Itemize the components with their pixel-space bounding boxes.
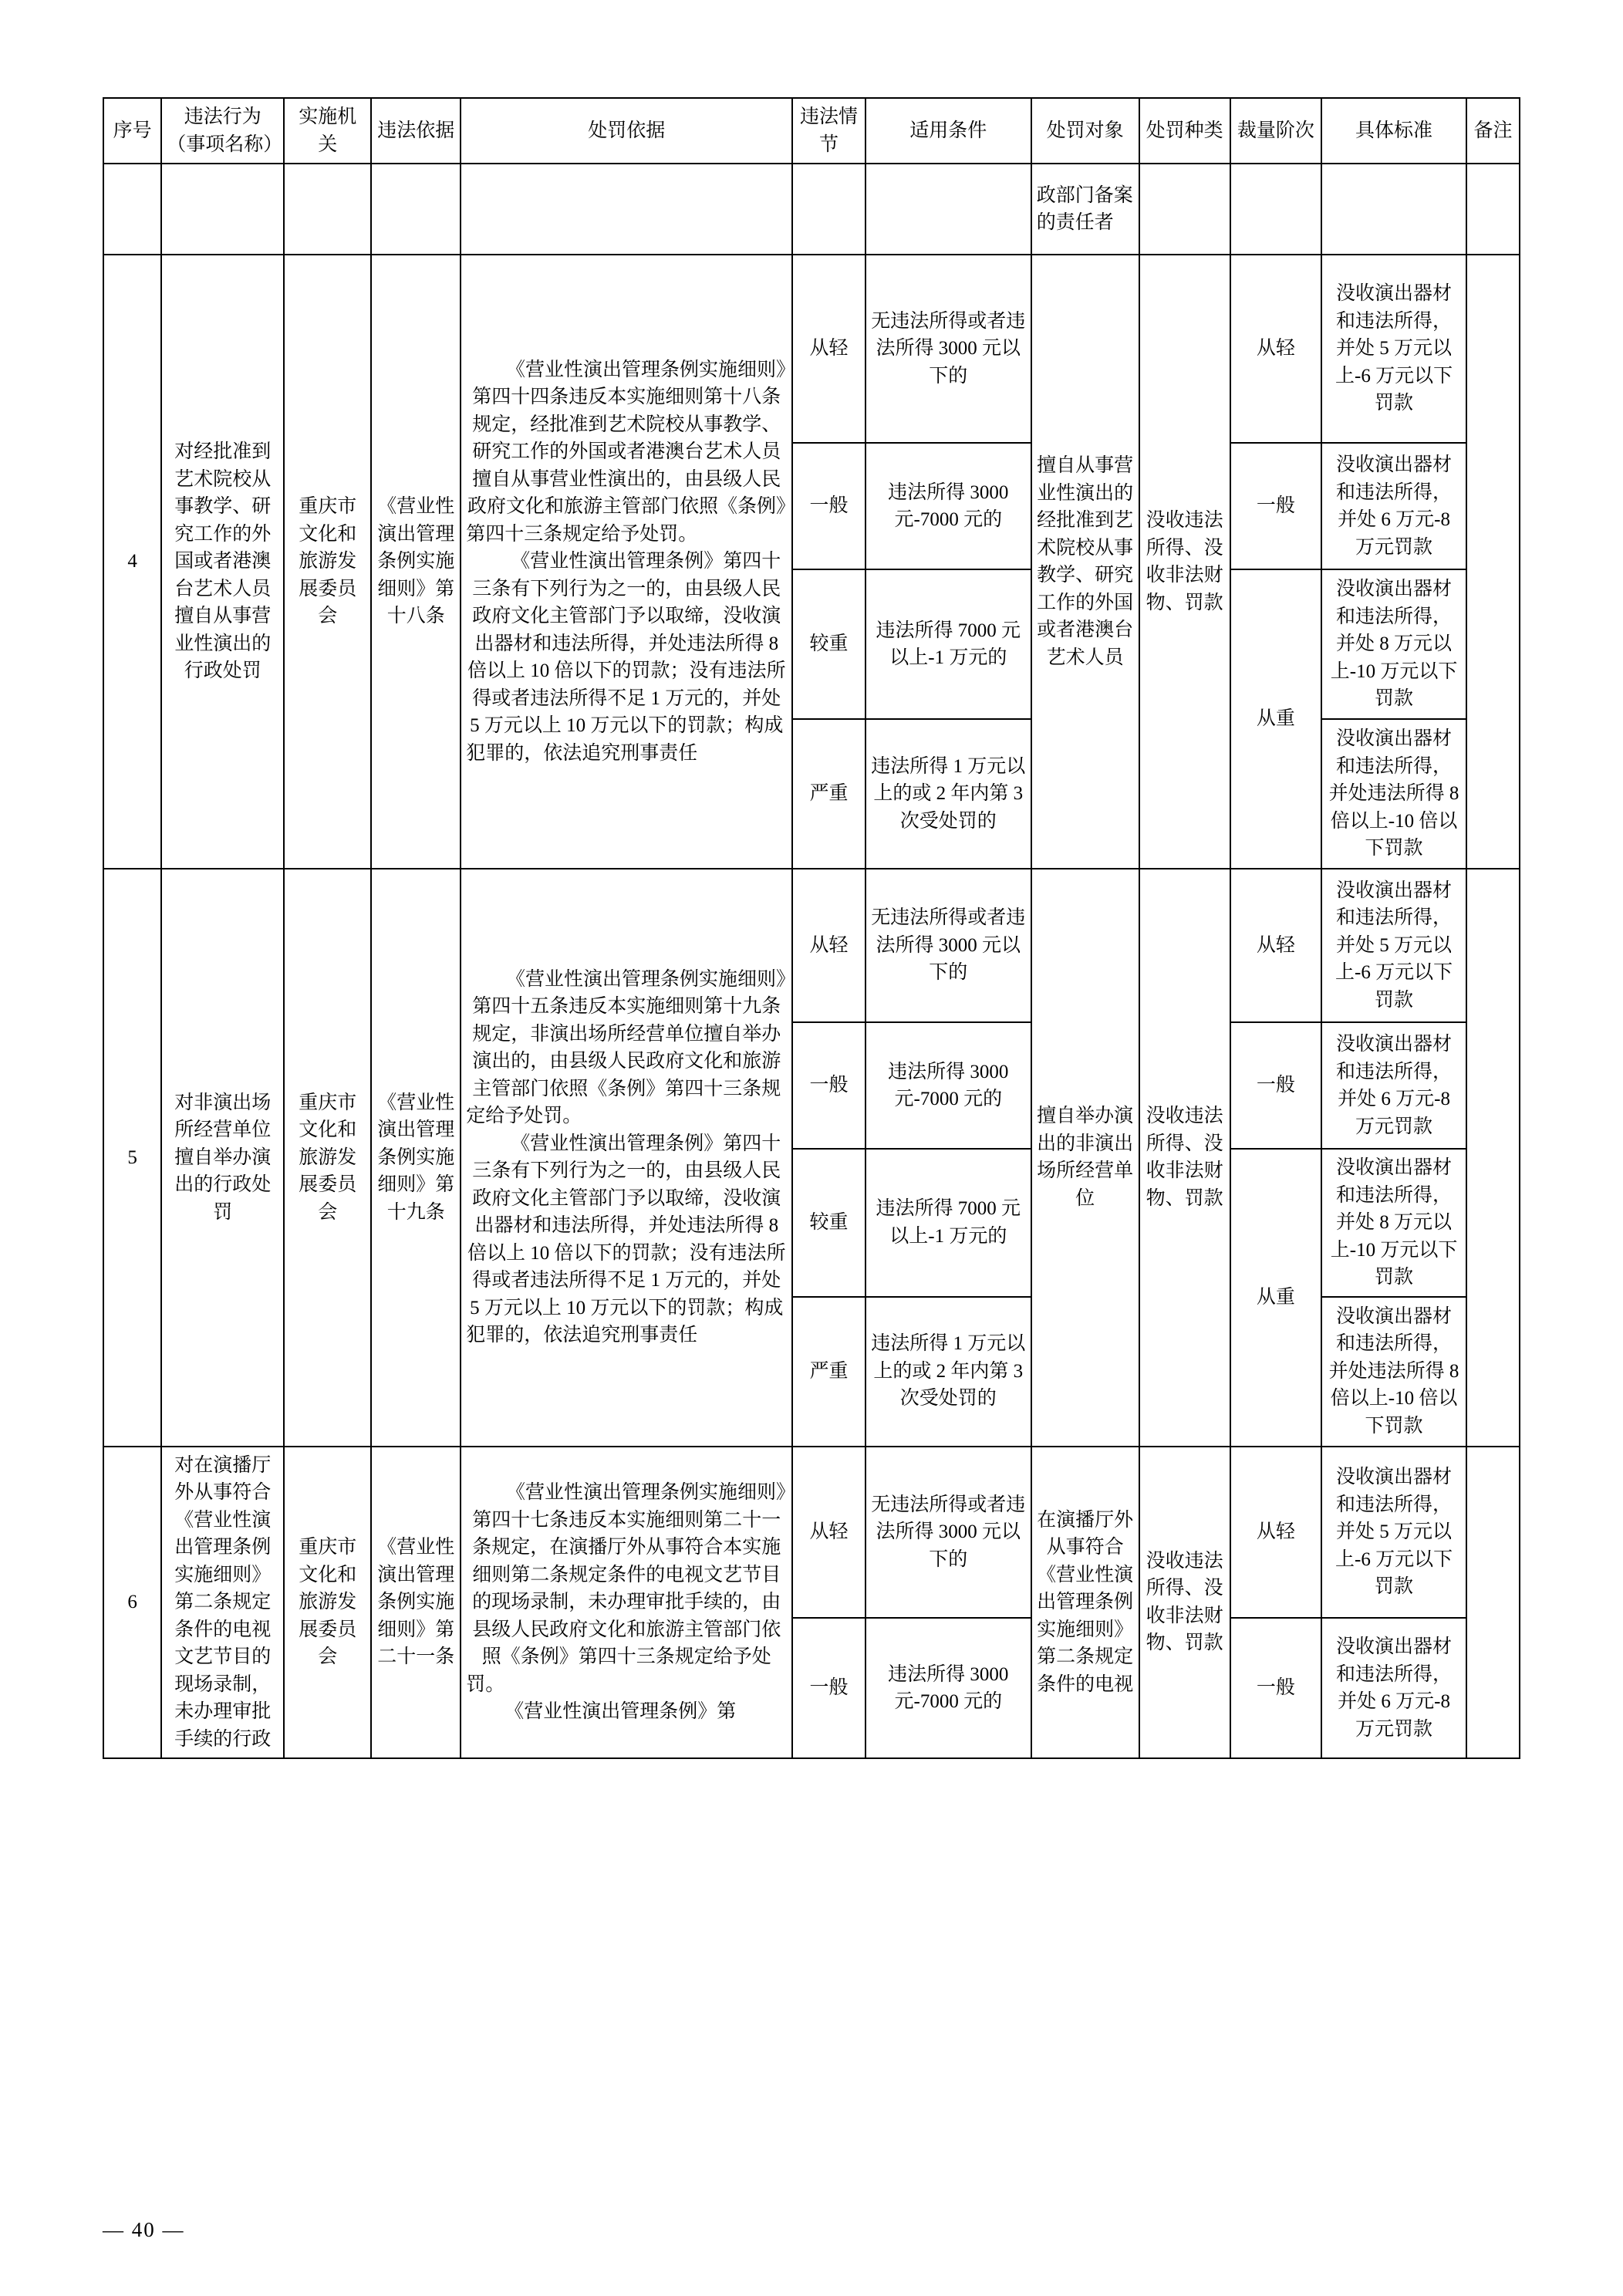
row-level: 从轻 [1230,869,1321,1022]
row-standard: 没收演出器材和违法所得，并处 5 万元以上-6 万元以下罚款 [1321,255,1466,443]
row-level: 一般 [1230,443,1321,569]
header-seq: 序号 [103,98,161,164]
row-object: 擅自从事营业性演出的经批准到艺术院校从事教学、研究工作的外国或者港澳台艺术人员 [1031,255,1139,869]
row-law: 《营业性演出管理条例实施细则》第二十一条 [371,1447,461,1759]
row-condition: 违法所得 3000 元-7000 元的 [865,1618,1031,1758]
row-severity: 从轻 [792,869,865,1022]
table-row [103,1447,1520,1619]
carryover-object: 政部门备案的责任者 [1031,164,1139,255]
row-law: 《营业性演出管理条例实施细则》第十八条 [371,255,461,869]
row-level: 从重 [1230,1149,1321,1447]
row-remark [1466,255,1520,869]
table-row-carryover [103,164,1520,255]
row-seq: 5 [103,869,161,1447]
row-basis [461,1447,792,1759]
row-basis [461,869,792,1447]
page-number: — 40 — [103,2218,185,2241]
row-seq: 6 [103,1447,161,1759]
row-level: 从轻 [1230,1447,1321,1619]
carryover-condition [865,164,1031,255]
header-object: 处罚对象 [1031,98,1139,164]
row-condition: 违法所得 3000 元-7000 元的 [865,443,1031,569]
header-condition: 适用条件 [865,98,1031,164]
table-row [103,869,1520,1022]
header-remark: 备注 [1466,98,1520,164]
row-basis-p1: 《营业性演出管理条例实施细则》第四十四条违反本实施细则第十八条规定，经批准到艺术院校从事教学、研究工作的外国或者港澳台艺术人员擅自从事营业性演出的，由县级人民政府文化和旅游主管部门依照《条例》第四十三条规定给予处罚。 [466,359,786,545]
carryover-remark [1466,164,1520,255]
row-severity: 严重 [792,719,865,869]
carryover-basis [461,164,792,255]
row-severity: 较重 [792,1149,865,1297]
carryover-org [284,164,371,255]
row-standard: 没收演出器材和违法所得，并处 8 万元以上-10 万元以下罚款 [1321,569,1466,719]
row-org: 重庆市文化和旅游发展委员会 [284,255,371,869]
row-basis-p2: 《营业性演出管理条例》第四十三条有下列行为之一的，由县级人民政府文化主管部门予以取缔，没收演出器材和违法所得，并处违法所得 8 倍以上 10 倍以下的罚款；没有违法所得或者违法所得不足 1 万元的，并处 5 万元以上 10 万元以下的罚款；构成犯罪的，依法追究刑事责任 [466,1133,786,1346]
row-act: 对非演出场所经营单位擅自举办演出的行政处罚 [161,869,284,1447]
row-type: 没收违法所得、没收非法财物、罚款 [1139,255,1230,869]
row-standard: 没收演出器材和违法所得，并处 6 万元-8 万元罚款 [1321,443,1466,569]
row-act: 对在演播厅外从事符合《营业性演出管理条例实施细则》第二条规定条件的电视文艺节目的现场录制，未办理审批手续的行政 [161,1447,284,1759]
row-condition: 无违法所得或者违法所得 3000 元以下的 [865,1447,1031,1619]
carryover-seq [103,164,161,255]
row-level: 一般 [1230,1022,1321,1149]
row-condition: 无违法所得或者违法所得 3000 元以下的 [865,255,1031,443]
row-severity: 一般 [792,1618,865,1758]
row-severity: 严重 [792,1297,865,1447]
row-remark [1466,1447,1520,1759]
carryover-standard [1321,164,1466,255]
carryover-law [371,164,461,255]
row-act: 对经批准到艺术院校从事教学、研究工作的外国或者港澳台艺术人员擅自从事营业性演出的行政处罚 [161,255,284,869]
row-condition: 违法所得 1 万元以上的或 2 年内第 3 次受处罚的 [865,719,1031,869]
row-law: 《营业性演出管理条例实施细则》第十九条 [371,869,461,1447]
row-type: 没收违法所得、没收非法财物、罚款 [1139,1447,1230,1759]
row-standard: 没收演出器材和违法所得，并处 6 万元-8 万元罚款 [1321,1022,1466,1149]
row-standard: 没收演出器材和违法所得，并处 5 万元以上-6 万元以下罚款 [1321,1447,1466,1619]
header-severity: 违法情节 [792,98,865,164]
row-condition: 无违法所得或者违法所得 3000 元以下的 [865,869,1031,1022]
row-level: 从轻 [1230,255,1321,443]
row-condition: 违法所得 7000 元以上-1 万元的 [865,1149,1031,1297]
row-severity: 从轻 [792,255,865,443]
row-basis-p2: 《营业性演出管理条例》第四十三条有下列行为之一的，由县级人民政府文化主管部门予以取缔，没收演出器材和违法所得，并处违法所得 8 倍以上 10 倍以下的罚款；没有违法所得或者违法所得不足 1 万元的，并处 5 万元以上 10 万元以下的罚款；构成犯罪的，依法追究刑事责任 [466,551,786,764]
carryover-severity [792,164,865,255]
header-org: 实施机关 [284,98,371,164]
penalty-discretion-table [103,97,1520,1759]
row-condition: 违法所得 7000 元以上-1 万元的 [865,569,1031,719]
row-standard: 没收演出器材和违法所得，并处 8 万元以上-10 万元以下罚款 [1321,1149,1466,1297]
carryover-act [161,164,284,255]
header-basis: 处罚依据 [461,98,792,164]
row-remark [1466,869,1520,1447]
row-standard: 没收演出器材和违法所得，并处 5 万元以上-6 万元以下罚款 [1321,869,1466,1022]
row-severity: 较重 [792,569,865,719]
row-condition: 违法所得 3000 元-7000 元的 [865,1022,1031,1149]
row-severity: 一般 [792,1022,865,1149]
row-level: 从重 [1230,569,1321,869]
table-row [103,255,1520,443]
header-standard: 具体标准 [1321,98,1466,164]
row-standard: 没收演出器材和违法所得，并处 6 万元-8 万元罚款 [1321,1618,1466,1758]
row-severity: 一般 [792,443,865,569]
row-type: 没收违法所得、没收非法财物、罚款 [1139,869,1230,1447]
row-basis-p2: 《营业性演出管理条例》第 [504,1701,737,1722]
row-level: 一般 [1230,1618,1321,1758]
row-object: 在演播厅外从事符合《营业性演出管理条例实施细则》第二条规定条件的电视 [1031,1447,1139,1759]
row-basis [461,255,792,869]
row-object: 擅自举办演出的非演出场所经营单位 [1031,869,1139,1447]
row-basis-p1: 《营业性演出管理条例实施细则》第四十五条违反本实施细则第十九条规定，非演出场所经营单位擅自举办演出的，由县级人民政府文化和旅游主管部门依照《条例》第四十三条规定给予处罚。 [466,968,786,1127]
header-law: 违法依据 [371,98,461,164]
row-condition: 违法所得 1 万元以上的或 2 年内第 3 次受处罚的 [865,1297,1031,1447]
header-type: 处罚种类 [1139,98,1230,164]
header-act: 违法行为（事项名称） [161,98,284,164]
carryover-type [1139,164,1230,255]
row-severity: 从轻 [792,1447,865,1619]
row-standard: 没收演出器材和违法所得，并处违法所得 8 倍以上-10 倍以下罚款 [1321,719,1466,869]
row-standard: 没收演出器材和违法所得，并处违法所得 8 倍以上-10 倍以下罚款 [1321,1297,1466,1447]
row-basis-p1: 《营业性演出管理条例实施细则》第四十七条违反本实施细则第二十一条规定，在演播厅外从事符合本实施细则第二条规定条件的电视文艺节目的现场录制，未办理审批手续的，由县级人民政府文化和旅游主管部门依照《条例》第四十三条规定给予处罚。 [466,1482,786,1695]
row-org: 重庆市文化和旅游发展委员会 [284,1447,371,1759]
carryover-level [1230,164,1321,255]
table-header-row [103,98,1520,164]
row-org: 重庆市文化和旅游发展委员会 [284,869,371,1447]
row-seq: 4 [103,255,161,869]
header-level: 裁量阶次 [1230,98,1321,164]
